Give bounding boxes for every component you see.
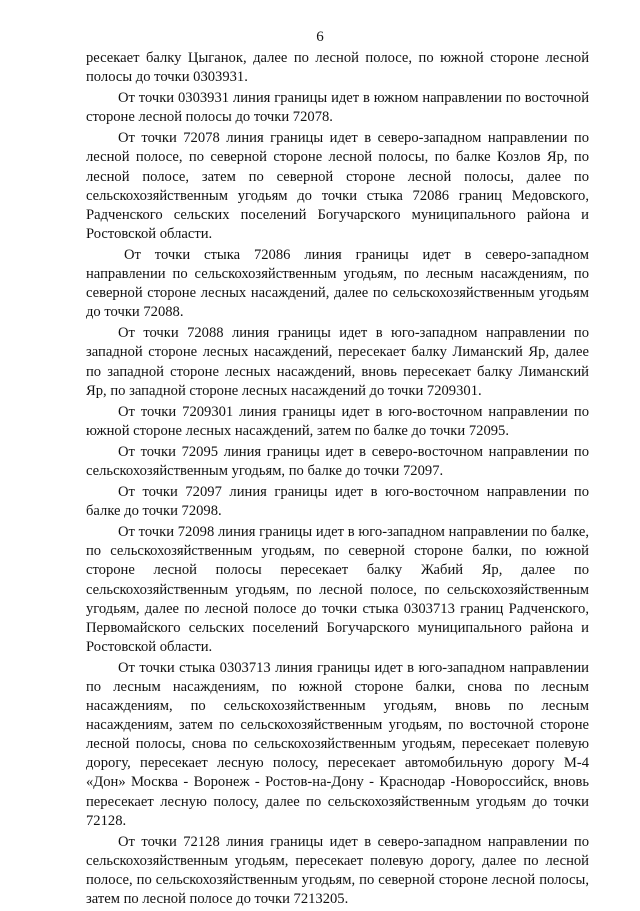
- paragraph-point-72086: От точки стыка 72086 линия границы идет в северо-западном направлении по сельскохозяйственным угодьям, по лесным насаждениям, по северной стороне лесных насаждений, далее по сельскохозяйственным угодьям до точки 72088.: [86, 246, 589, 321]
- paragraph-point-7209301: От точки 7209301 линия границы идет в юго-восточном направлении по южной стороне лесных насаждений, затем по балке до точки 72095.: [86, 403, 589, 439]
- paragraph-continuation: ресекает балку Цыганок, далее по лесной полосе, по южной стороне лесной полосы до точки 0303931.: [86, 50, 589, 86]
- paragraph-point-0303931: От точки 0303931 линия границы идет в южном направлении по восточной стороне лесной полосы до точки 72078.: [86, 90, 589, 126]
- paragraph-point-72098: От точки 72098 линия границы идет в юго-западном направлении по балке, по сельскохозяйственным угодьям, по северной стороне балки, по южной стороне лесной полосы пересекает балку Жабий Яр, далее по сельскохозяйственным угодьям, по лесной полосе, по сельскохозяйственным угодьям, далее по лесной полосе до точки стыка 0303713 границ Радченского, Первомайского сельских поселений Богучарского муниципального района и Ростовской области.: [86, 524, 589, 655]
- paragraph-point-72128: От точки 72128 линия границы идет в северо-западном направлении по сельскохозяйственным угодьям, пересекает полевую дорогу, далее по лесной полосе, по сельскохозяйственным угодьям, по северной стороне лесной полосы, затем по лесной полосе до точки 7213205.: [86, 833, 589, 908]
- paragraph-point-72088: От точки 72088 линия границы идет в юго-западном направлении по западной стороне лесных насаждений, пересекает балку Лиманский Яр, далее по западной стороне лесных насаждений, вновь пересекает балку Лиманский Яр, по западной стороне лесных насаждений до точки 7209301.: [86, 325, 589, 399]
- paragraph-point-72097: От точки 72097 линия границы идет в юго-восточном направлении по балке до точки 72098.: [86, 484, 589, 520]
- paragraph-point-72078: От точки 72078 линия границы идет в северо-западном направлении по лесной полосе, по северной стороне лесной полосы, по балке Козлов Яр, по лесной полосе, затем по северной стороне лесной полосы, далее по сельскохозяйственным угодьям до точки стыка 72086 границ Медовского, Радченского сельских поселений Богучарского муниципального района и Ростовской области.: [86, 130, 589, 242]
- page-number: 6: [316, 29, 324, 45]
- paragraph-point-72095: От точки 72095 линия границы идет в северо-восточном направлении по сельскохозяйственным угодьям, по балке до точки 72097.: [86, 443, 589, 479]
- body-text: [86, 49, 589, 911]
- paragraph-point-0303713: От точки стыка 0303713 линия границы идет в юго-западном направлении по лесным насаждениям, по южной стороне балки, снова по лесным насаждениям, по сельскохозяйственным угодьям, вновь по лесным насаждениям, затем по сельскохозяйственным угодьям, по восточной стороне лесной полосы, снова по сельскохозяйственным угодьям, пересекает полевую дорогу, пересекает лесную полосу, пересекает автомобильную дорогу М-4 «Дон» Москва - Воронеж - Ростов-на-Дону - Краснодар -Новороссийск, вновь пересекает лесную полосу, далее по сельскохозяйственным угодьям до точки 72128.: [86, 659, 589, 829]
